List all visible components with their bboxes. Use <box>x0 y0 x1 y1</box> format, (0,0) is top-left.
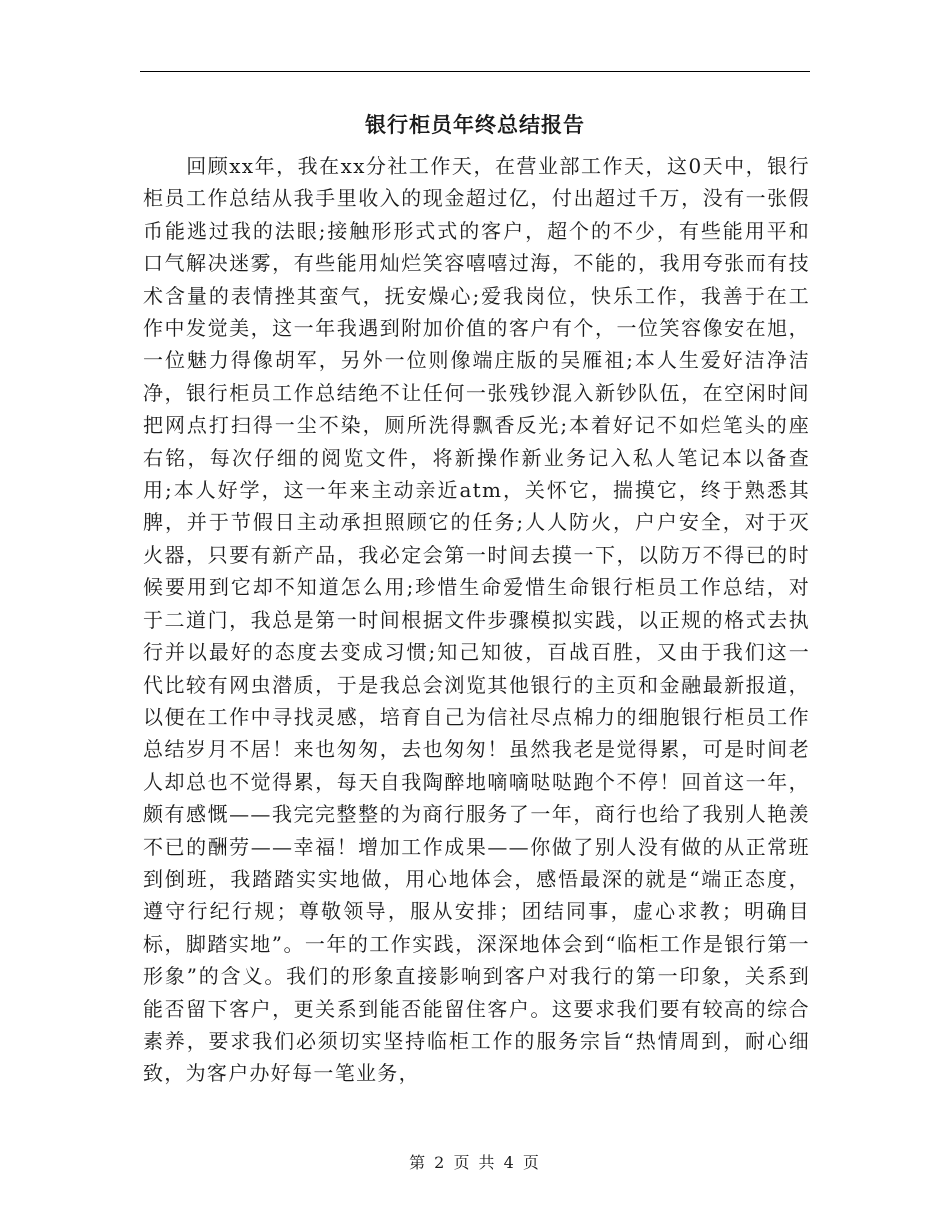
body-text: 回顾xx年，我在xx分社工作天，在营业部工作天，这0天中，银行柜员工作总结从我手里收入的现金超过亿，付出超过千万，没有一张假币能逃过我的法眼;接触形形式式的客户，超个的不少，有些能用平和口气解决迷雾，有些能用灿烂笑容嘻嘻过海，不能的，我用夸张而有技术含量的表情挫其蛮气，抚安燥心;爱我岗位，快乐工作，我善于在工作中发觉美，这一年我遇到附加价值的客户有个，一位笑容像安在旭，一位魅力得像胡军，另外一位则像端庄版的吴雁祖;本人生爱好洁净洁净，银行柜员工作总结绝不让任何一张残钞混入新钞队伍，在空闲时间把网点打扫得一尘不染，厕所洗得飘香反光;本着好记不如烂笔头的座右铭，每次仔细的阅览文件，将新操作新业务记入私人笔记本以备查用;本人好学，这一年来主动亲近atm，关怀它，揣摸它，终于熟悉其脾，并于节假日主动承担照顾它的任务;人人防火，户户安全，对于灭火器，只要有新产品，我必定会第一时间去摸一下，以防万不得已的时候要用到它却不知道怎么用;珍惜生命爱惜生命银行柜员工作总结，对于二道门，我总是第一时间根据文件步骤模拟实践，以正规的格式去执行并以最好的态度去变成习惯;知己知彼，百战百胜，又由于我们这一代比较有网虫潜质，于是我总会浏览其他银行的主页和金融最新报道，以便在工作中寻找灵感，培育自己为信社尽点棉力的细胞银行柜员工作总结岁月不居！来也匆匆，去也匆匆！虽然我老是觉得累，可是时间老人却总也不觉得累，每天自我陶醉地嘀嘀哒哒跑个不停！回首这一年，颇有感慨——我完完整整的为商行服务了一年，商行也给了我别人艳羡不已的酬劳——幸福！增加工作成果——你做了别人没有做的从正常班到倒班，我踏踏实实地做，用心地体会，感悟最深的就是“端正态度，遵守行纪行规；尊敬领导，服从安排；团结同事，虚心求教；明确目标，脚踏实地”。一年的工作实践，深深地体会到“临柜工作是银行第一形象”的含义。我们的形象直接影响到客户对我行的第一印象，关系到能否留下客户，更关系到能否能留住客户。这要求我们要有较高的综合素养，要求我们必须切实坚持临柜工作的服务宗旨“热情周到，耐心细致，为客户办好每一笔业务， <box>143 154 810 1086</box>
body-paragraph <box>143 150 810 1090</box>
page-number: 第 2 页 共 4 页 <box>409 1153 541 1172</box>
header-rule <box>140 71 810 72</box>
document-title: 银行柜员年终总结报告 <box>365 113 585 137</box>
